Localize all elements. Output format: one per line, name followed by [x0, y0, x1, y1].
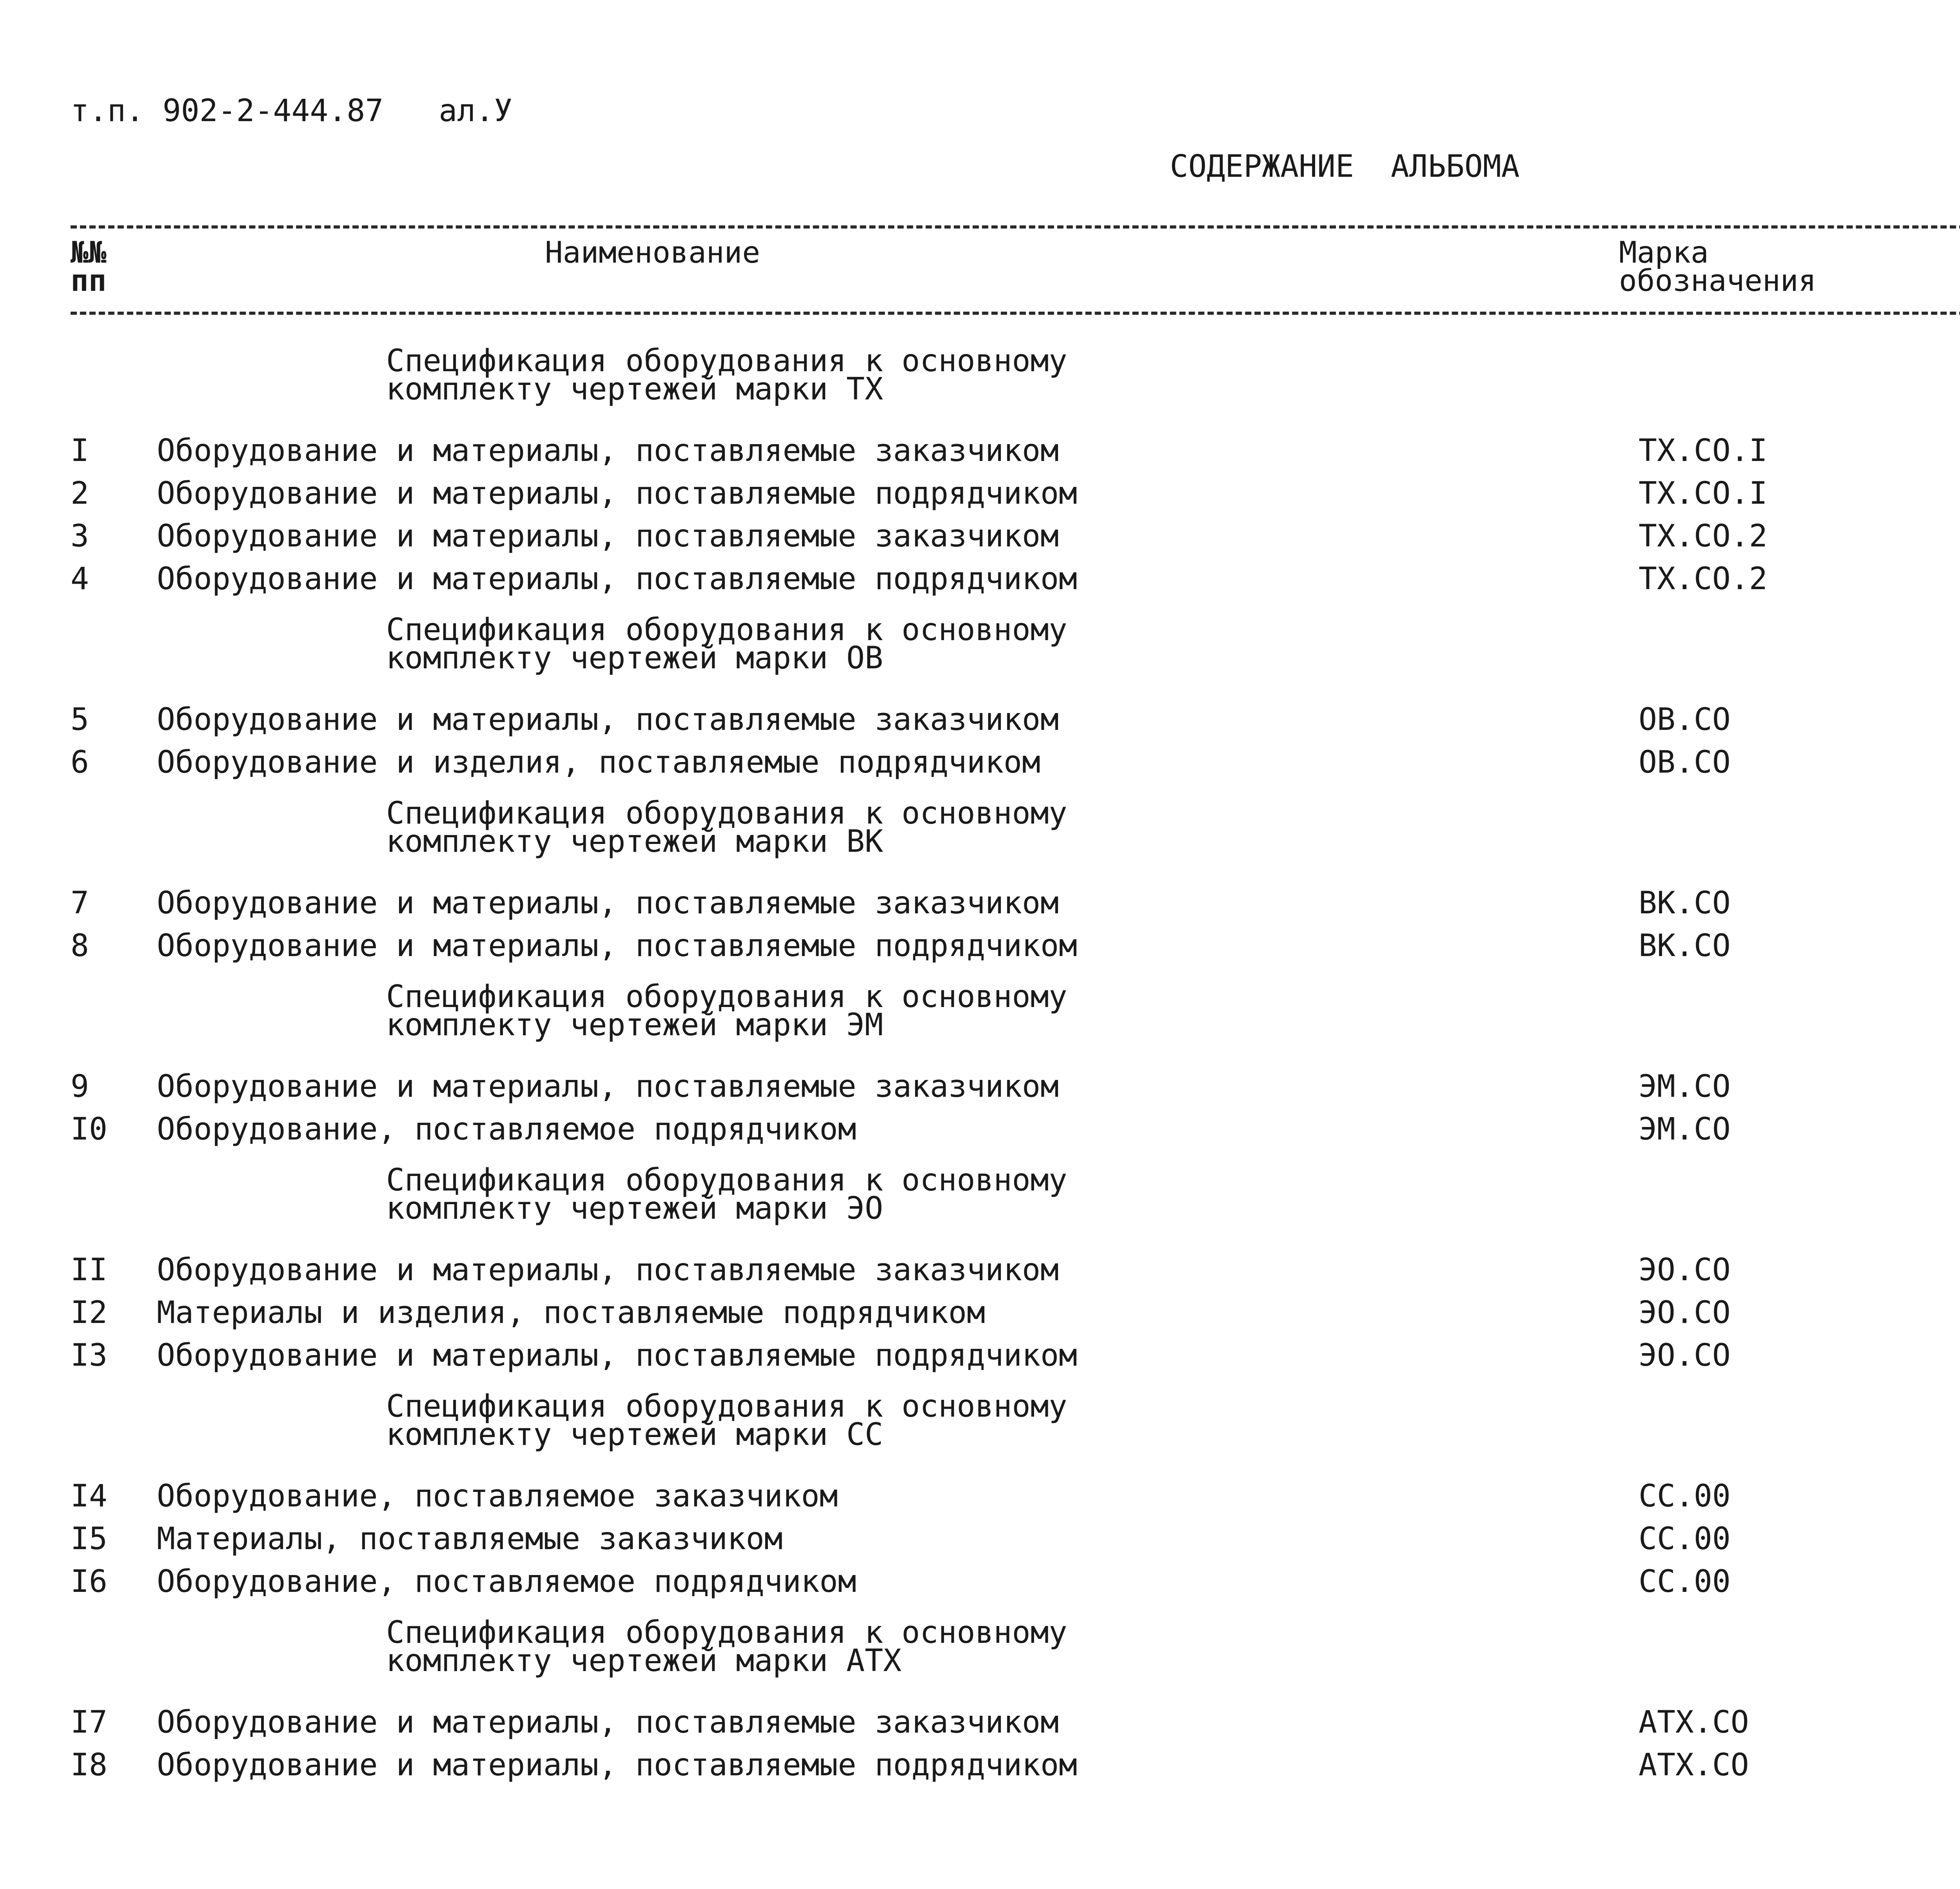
section-heading: Спецификация оборудования к основному комплекту чертежей марки ВК	[386, 796, 1067, 859]
row-name: Оборудование и изделия, поставляемые подрядчиком	[157, 745, 1041, 780]
table-row	[0, 700, 1960, 739]
row-mark: АТХ.СО	[1639, 1747, 1749, 1783]
row-number: 5	[71, 702, 89, 737]
row-mark: ОВ.СО	[1639, 702, 1731, 737]
section-heading: Спецификация оборудования к основному комплекту чертежей марки ЭМ	[386, 979, 1067, 1043]
row-name: Оборудование и материалы, поставляемые заказчиком	[157, 1069, 1059, 1104]
row-number: I7	[71, 1705, 107, 1740]
table-row	[0, 743, 1960, 782]
row-name: Оборудование и материалы, поставляемые подрядчиком	[157, 1747, 1077, 1783]
row-name: Оборудование, поставляемое заказчиком	[157, 1479, 838, 1514]
row-name: Оборудование, поставляемое подрядчиком	[157, 1564, 857, 1599]
header-number: №№ пп	[71, 235, 107, 298]
header-name: Наименование	[545, 235, 760, 270]
table-row	[0, 1746, 1960, 1785]
row-number: I3	[71, 1338, 107, 1373]
row-number: I0	[71, 1112, 107, 1147]
row-number: 6	[71, 745, 89, 780]
row-mark: ТХ.СО.I	[1639, 476, 1768, 511]
row-name: Материалы и изделия, поставляемые подрядчиком	[157, 1295, 985, 1330]
row-name: Оборудование и материалы, поставляемые подрядчиком	[157, 1338, 1077, 1373]
document-code: т.п. 902-2-444.87 ал.У	[71, 93, 513, 129]
table-row	[0, 1519, 1960, 1559]
row-mark: ТХ.СО.I	[1639, 433, 1768, 468]
row-name: Оборудование, поставляемое подрядчиком	[157, 1112, 857, 1147]
row-mark: ЭО.СО	[1639, 1338, 1731, 1373]
header-top-divider	[71, 225, 1960, 229]
row-number: 4	[71, 561, 89, 597]
row-number: 3	[71, 519, 89, 554]
row-number: I2	[71, 1295, 107, 1330]
table-row	[0, 517, 1960, 556]
row-name: Материалы, поставляемые заказчиком	[157, 1521, 783, 1557]
row-mark: СС.00	[1639, 1521, 1731, 1557]
row-name: Оборудование и материалы, поставляемые подрядчиком	[157, 476, 1077, 511]
table-row	[0, 431, 1960, 470]
header-bottom-divider	[71, 312, 1960, 315]
row-name: Оборудование и материалы, поставляемые заказчиком	[157, 1252, 1059, 1288]
row-number: 7	[71, 886, 89, 921]
row-name: Оборудование и материалы, поставляемые заказчиком	[157, 433, 1059, 468]
table-row	[0, 1562, 1960, 1601]
row-number: I5	[71, 1521, 107, 1557]
section-heading: Спецификация оборудования к основному комплекту чертежей марки ТХ	[386, 343, 1067, 407]
table-row	[0, 884, 1960, 923]
section-heading: Спецификация оборудования к основному комплекту чертежей марки АТХ	[386, 1615, 1067, 1679]
row-number: I8	[71, 1747, 107, 1783]
table-row	[0, 1703, 1960, 1742]
table-row	[0, 1477, 1960, 1516]
row-number: II	[71, 1252, 107, 1288]
row-name: Оборудование и материалы, поставляемые подрядчиком	[157, 928, 1077, 964]
table-row	[0, 559, 1960, 599]
table-row	[0, 1293, 1960, 1332]
row-mark: СС.00	[1639, 1479, 1731, 1514]
row-name: Оборудование и материалы, поставляемые заказчиком	[157, 702, 1059, 737]
row-mark: ЭМ.СО	[1639, 1069, 1731, 1104]
row-name: Оборудование и материалы, поставляемые заказчиком	[157, 886, 1059, 921]
row-mark: АТХ.СО	[1639, 1705, 1749, 1740]
row-name: Оборудование и материалы, поставляемые подрядчиком	[157, 561, 1077, 597]
row-mark: ВК.СО	[1639, 886, 1731, 921]
row-mark: ЭМ.СО	[1639, 1112, 1731, 1147]
row-number: 8	[71, 928, 89, 964]
section-heading: Спецификация оборудования к основному комплекту чертежей марки СС	[386, 1389, 1067, 1452]
page-title: СОДЕРЖАНИЕ АЛЬБОМА	[1170, 149, 1520, 184]
row-number: I4	[71, 1479, 107, 1514]
row-name: Оборудование и материалы, поставляемые заказчиком	[157, 519, 1059, 554]
row-mark: ЭО.СО	[1639, 1295, 1731, 1330]
section-heading: Спецификация оборудования к основному комплекту чертежей марки ОВ	[386, 612, 1067, 676]
section-heading: Спецификация оборудования к основному комплекту чертежей марки ЭО	[386, 1163, 1067, 1226]
row-mark: ТХ.СО.2	[1639, 561, 1768, 597]
table-row	[0, 1110, 1960, 1149]
row-mark: ТХ.СО.2	[1639, 519, 1768, 554]
row-mark: ЭО.СО	[1639, 1252, 1731, 1288]
header-mark: Марка обозначения	[1619, 235, 1817, 298]
row-name: Оборудование и материалы, поставляемые заказчиком	[157, 1705, 1059, 1740]
table-row	[0, 1067, 1960, 1106]
row-number: 2	[71, 476, 89, 511]
row-mark: ВК.СО	[1639, 928, 1731, 964]
row-number: 9	[71, 1069, 89, 1104]
table-row	[0, 926, 1960, 965]
table-row	[0, 1336, 1960, 1375]
row-number: I6	[71, 1564, 107, 1599]
row-mark: ОВ.СО	[1639, 745, 1731, 780]
row-mark: СС.00	[1639, 1564, 1731, 1599]
table-row	[0, 1250, 1960, 1290]
table-row	[0, 474, 1960, 513]
row-number: I	[71, 433, 89, 468]
